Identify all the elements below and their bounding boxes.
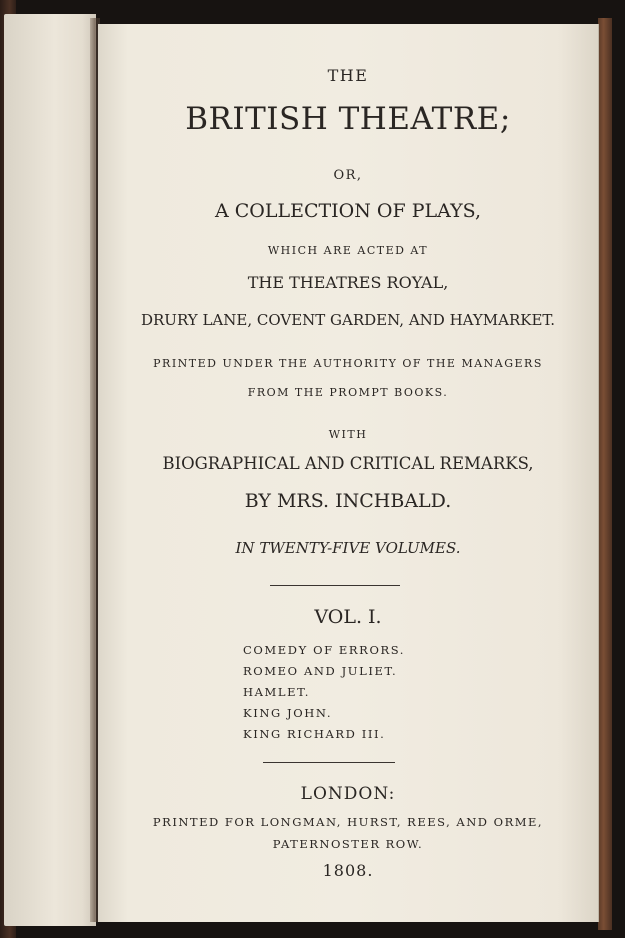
imprint-place: LONDON: bbox=[300, 784, 396, 804]
theatres-royal-line: THE THEATRES ROYAL, bbox=[247, 273, 449, 292]
verso-page bbox=[4, 14, 96, 926]
play-item: ROMEO AND JULIET. bbox=[243, 664, 398, 678]
venues-line: DRURY LANE, COVENT GARDEN, AND HAYMARKET. bbox=[140, 311, 556, 329]
volumes-line: IN TWENTY-FIVE VOLUMES. bbox=[235, 539, 461, 557]
subtitle: A COLLECTION OF PLAYS, bbox=[214, 200, 481, 222]
play-item: KING RICHARD III. bbox=[243, 727, 386, 741]
main-title: BRITISH THEATRE; bbox=[185, 101, 511, 137]
play-item: KING JOHN. bbox=[243, 706, 333, 720]
play-item: COMEDY OF ERRORS. bbox=[243, 643, 406, 657]
title-page bbox=[98, 24, 598, 922]
right-binding-edge bbox=[598, 18, 612, 930]
title-or: OR, bbox=[333, 168, 363, 183]
with-line: WITH bbox=[328, 428, 368, 441]
volume-number: VOL. I. bbox=[314, 606, 382, 628]
author-line: BY MRS. INCHBALD. bbox=[244, 490, 452, 512]
address-line: PATERNOSTER ROW. bbox=[272, 837, 424, 851]
remarks-line: BIOGRAPHICAL AND CRITICAL REMARKS, bbox=[162, 454, 534, 473]
title-the: THE bbox=[327, 66, 369, 85]
authority-line: PRINTED UNDER THE AUTHORITY OF THE MANAGERS bbox=[153, 357, 543, 370]
publisher-line: PRINTED FOR LONGMAN, HURST, REES, AND ORME, bbox=[152, 815, 544, 829]
play-list bbox=[243, 640, 405, 745]
prompt-books-line: FROM THE PROMPT BOOKS. bbox=[247, 386, 449, 399]
imprint-year: 1808. bbox=[322, 861, 374, 880]
divider-rule-top bbox=[270, 585, 400, 586]
play-item: HAMLET. bbox=[243, 685, 310, 699]
acted-at-line: WHICH ARE ACTED AT bbox=[267, 244, 429, 257]
divider-rule-bottom bbox=[263, 762, 395, 763]
